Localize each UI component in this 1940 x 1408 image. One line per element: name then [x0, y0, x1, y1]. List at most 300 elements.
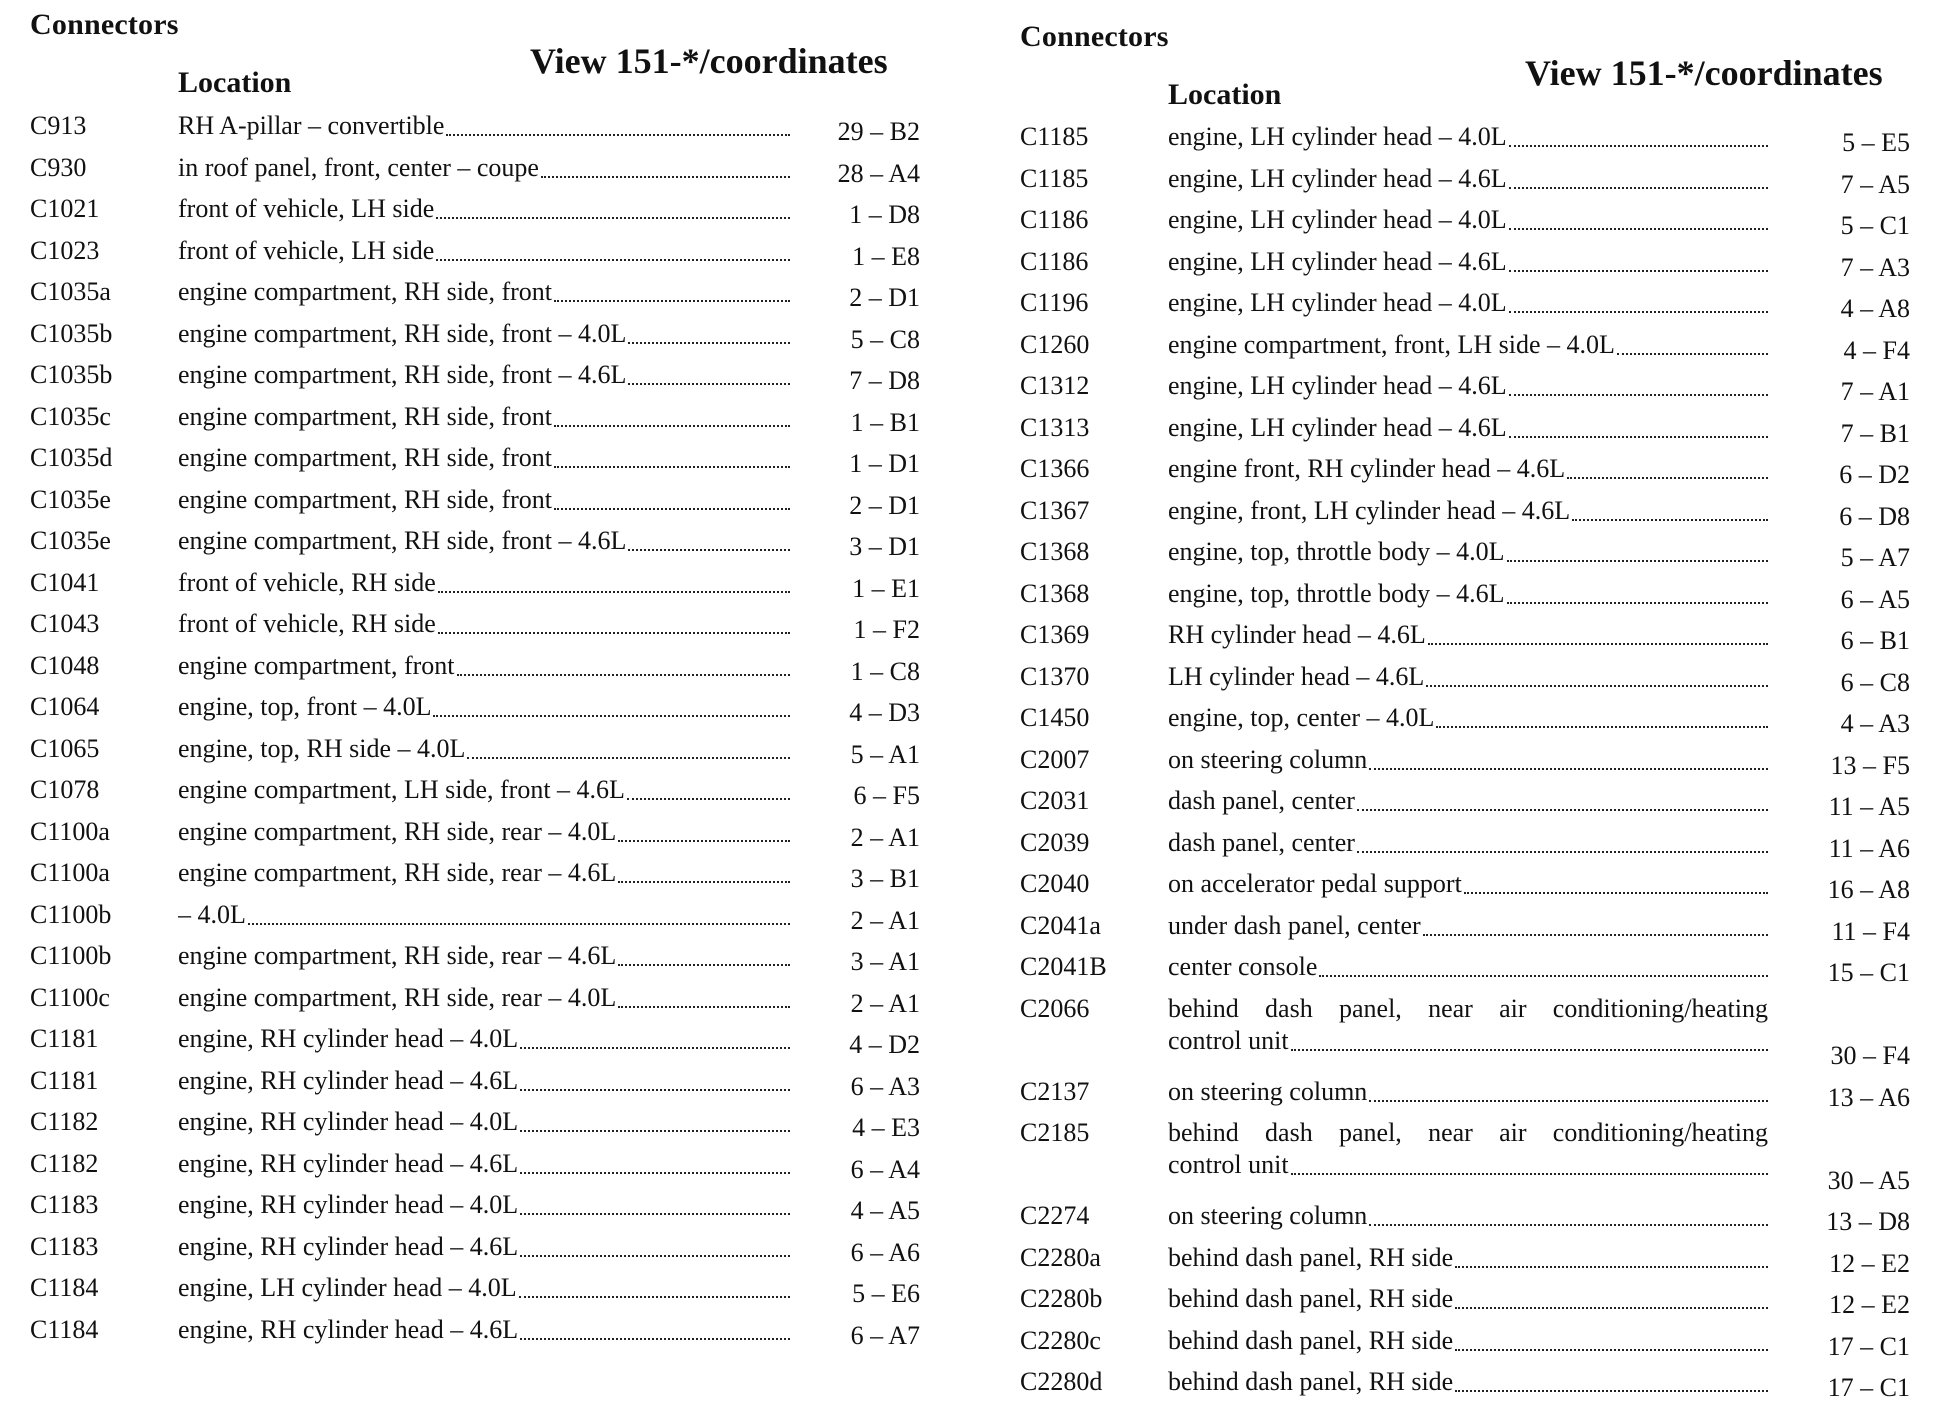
- dot-leader: [1509, 270, 1768, 272]
- location-text: engine compartment, RH side, front: [178, 401, 553, 431]
- dot-leader: [520, 1047, 790, 1049]
- connector-code: C1184: [30, 1314, 99, 1344]
- dot-leader: [1291, 1049, 1768, 1051]
- location-column-header: Location: [1168, 78, 1282, 111]
- table-row: [20, 774, 920, 816]
- table-row: [1010, 495, 1920, 537]
- location-continuation: [1168, 1025, 1768, 1057]
- view-coordinate: 4 – A8: [1840, 294, 1910, 323]
- dot-leader: [628, 383, 790, 385]
- connector-location: [1168, 1200, 1768, 1232]
- connector-code: C1041: [30, 567, 100, 597]
- connector-location: [1168, 868, 1768, 900]
- connector-location: [178, 733, 790, 765]
- connector-location: [1168, 661, 1768, 693]
- table-row: [20, 1314, 920, 1356]
- connector-location: [1168, 951, 1768, 983]
- location-text: engine, front, LH cylinder head – 4.6L: [1168, 495, 1571, 525]
- connector-location: [178, 235, 790, 267]
- connector-code: C1368: [1020, 537, 1090, 566]
- view-coordinate: 1 – C8: [850, 656, 920, 686]
- view-coordinate: 3 – D1: [849, 532, 920, 561]
- view-coordinate: 29 – B2: [837, 117, 920, 146]
- dot-leader: [1423, 934, 1768, 936]
- table-row: [20, 193, 920, 235]
- dot-leader: [627, 798, 790, 800]
- connector-code: C1182: [30, 1107, 99, 1136]
- table-row: [20, 691, 920, 733]
- dot-leader: [618, 840, 790, 842]
- connector-code: C2007: [1020, 744, 1090, 774]
- connector-location: [178, 567, 790, 599]
- location-text: engine front, RH cylinder head – 4.6L: [1168, 454, 1566, 483]
- location-text: engine compartment, RH side, front: [178, 484, 553, 514]
- connector-code: C1185: [1020, 163, 1089, 193]
- connector-code: C2280d: [1020, 1367, 1103, 1396]
- table-row: [1010, 370, 1920, 412]
- connectors-heading: Connectors: [30, 8, 179, 41]
- table-row: [1010, 1242, 1920, 1284]
- dot-leader: [1455, 1349, 1768, 1351]
- dot-leader: [1464, 892, 1768, 894]
- connector-code: C1035c: [30, 401, 111, 431]
- view-coordinate: 2 – D1: [849, 490, 920, 520]
- location-text: dash panel, center: [1168, 827, 1355, 857]
- connector-location: [1168, 1283, 1768, 1315]
- dot-leader: [1572, 519, 1768, 521]
- dot-leader: [1567, 477, 1768, 479]
- view-coordinate: 13 – A6: [1827, 1082, 1910, 1112]
- dot-leader: [436, 259, 790, 261]
- connector-code: C930: [30, 152, 87, 182]
- connector-location: [178, 1023, 790, 1055]
- location-text: engine, top, throttle body – 4.6L: [1168, 578, 1505, 608]
- view-coordinates-title: View 151-*/coordinates: [1525, 53, 1883, 93]
- view-coordinate: 7 – A3: [1840, 252, 1910, 282]
- view-coordinate: 16 – A8: [1827, 875, 1910, 904]
- table-row: [1010, 204, 1920, 246]
- connector-code: C2041B: [1020, 952, 1107, 981]
- connector-code: C2280c: [1020, 1325, 1101, 1355]
- connector-location: [1168, 785, 1768, 817]
- view-coordinate: 4 – A5: [850, 1196, 920, 1225]
- location-text: – 4.0L: [178, 899, 246, 929]
- location-text: engine, top, front – 4.0L: [178, 692, 432, 721]
- connector-code: C1035e: [30, 484, 111, 514]
- location-text: behind dash panel, RH side: [1168, 1325, 1454, 1355]
- location-text: front of vehicle, RH side: [178, 567, 436, 597]
- table-row: [20, 816, 920, 858]
- view-coordinate: 6 – D2: [1839, 460, 1910, 489]
- location-text: on steering column: [1168, 1076, 1368, 1106]
- location-text: engine, top, center – 4.0L: [1168, 703, 1435, 732]
- view-coordinate: 7 – A5: [1840, 169, 1910, 199]
- connector-code: C1078: [30, 775, 100, 804]
- view-coordinate: 5 – A1: [850, 739, 920, 769]
- connector-location: [178, 774, 790, 806]
- dot-leader: [554, 425, 790, 427]
- connector-code: C1368: [1020, 578, 1090, 608]
- view-coordinate: 2 – A1: [850, 988, 920, 1018]
- dot-leader: [248, 923, 790, 925]
- dot-leader: [1507, 560, 1768, 562]
- connector-code: C1183: [30, 1190, 99, 1219]
- location-text: engine, RH cylinder head – 4.6L: [178, 1231, 519, 1261]
- dot-leader: [554, 300, 790, 302]
- connector-location: [178, 1272, 790, 1304]
- connector-code: C2039: [1020, 827, 1090, 857]
- dot-leader: [1455, 1307, 1768, 1309]
- connectors-heading: Connectors: [1020, 20, 1169, 53]
- location-text: front of vehicle, RH side: [178, 609, 436, 638]
- connector-code: C1023: [30, 235, 100, 265]
- dot-leader: [1436, 726, 1768, 728]
- dot-leader: [520, 1089, 790, 1091]
- connector-code: C1196: [1020, 288, 1089, 317]
- connector-location: [1168, 1242, 1768, 1274]
- connector-code: C1100b: [30, 899, 112, 929]
- connector-location: [1168, 827, 1768, 859]
- table-row: [1010, 1117, 1920, 1200]
- table-row: [20, 359, 920, 401]
- dot-leader: [1617, 353, 1768, 355]
- location-text: engine, RH cylinder head – 4.6L: [178, 1065, 519, 1095]
- table-row: [20, 567, 920, 609]
- view-coordinate: 17 – C1: [1827, 1331, 1910, 1361]
- connector-location: [178, 857, 790, 889]
- connector-location: [1168, 702, 1768, 734]
- connector-table-left: [20, 110, 920, 1355]
- connector-code: C1186: [1020, 205, 1089, 234]
- connector-location: [1168, 453, 1768, 485]
- location-text: on steering column: [1168, 1201, 1368, 1230]
- dot-leader: [1357, 851, 1768, 853]
- connector-code: C1313: [1020, 412, 1090, 442]
- dot-leader: [1507, 602, 1768, 604]
- location-text: engine, RH cylinder head – 4.6L: [178, 1148, 519, 1178]
- dot-leader: [467, 757, 790, 759]
- table-row: [20, 1189, 920, 1231]
- location-text: engine compartment, RH side, front – 4.6L: [178, 526, 627, 555]
- connector-code: C1043: [30, 609, 100, 638]
- connector-location: [178, 359, 790, 391]
- connector-location: [178, 525, 790, 557]
- connector-code: C1186: [1020, 246, 1089, 276]
- view-coordinate: 2 – A1: [850, 905, 920, 935]
- view-coordinate: 17 – C1: [1827, 1373, 1910, 1402]
- view-coordinate: 7 – B1: [1840, 418, 1910, 448]
- location-text: engine compartment, RH side, front: [178, 277, 553, 306]
- connector-location: [1168, 204, 1768, 236]
- dot-leader: [1369, 768, 1768, 770]
- view-coordinate: 6 – F5: [853, 781, 920, 810]
- view-coordinate: 28 – A4: [837, 158, 920, 188]
- connector-location: [178, 1314, 790, 1346]
- location-text: engine compartment, RH side, front: [178, 443, 553, 472]
- connector-code: C1184: [30, 1273, 99, 1302]
- view-coordinate: 6 – A4: [850, 1154, 920, 1184]
- view-coordinate: 5 – E5: [1842, 128, 1910, 157]
- table-row: [1010, 163, 1920, 205]
- connector-code: C1035a: [30, 277, 111, 306]
- table-row: [20, 982, 920, 1024]
- view-coordinate: 1 – E1: [852, 573, 920, 603]
- connector-code: C1100a: [30, 816, 110, 846]
- connector-location: [1168, 287, 1768, 319]
- connector-location: [178, 899, 790, 931]
- connector-location: [1168, 370, 1768, 402]
- dot-leader: [1319, 975, 1768, 977]
- view-coordinate: 11 – F4: [1831, 916, 1910, 946]
- table-row: [1010, 827, 1920, 869]
- dot-leader: [519, 1296, 790, 1298]
- dot-leader: [618, 1006, 790, 1008]
- view-coordinate: 6 – A5: [1840, 584, 1910, 614]
- location-text: behind dash panel, RH side: [1168, 1284, 1454, 1313]
- connector-location: [178, 1189, 790, 1221]
- connector-code: C1064: [30, 692, 100, 721]
- connector-location: [178, 1231, 790, 1263]
- dot-leader: [554, 508, 790, 510]
- connector-location: [178, 152, 790, 184]
- location-continuation: [1168, 1149, 1768, 1181]
- table-row: [1010, 951, 1920, 993]
- table-row: [20, 650, 920, 692]
- location-text: engine, LH cylinder head – 4.0L: [178, 1273, 517, 1302]
- dot-leader: [520, 1338, 790, 1340]
- table-row: [20, 857, 920, 899]
- table-row: [20, 152, 920, 194]
- connector-code: C913: [30, 111, 87, 140]
- connector-location: [1168, 536, 1768, 568]
- connector-location: [178, 401, 790, 433]
- location-text: engine, LH cylinder head – 4.0L: [1168, 288, 1507, 317]
- connector-code: C2185: [1020, 1118, 1090, 1147]
- connector-location: [178, 608, 790, 640]
- connector-location: [178, 484, 790, 516]
- connector-table-right: [1010, 121, 1920, 1408]
- dot-leader: [1369, 1224, 1768, 1226]
- view-coordinate: 5 – C1: [1840, 211, 1910, 240]
- connector-code: C1065: [30, 733, 100, 763]
- location-text: engine compartment, front: [178, 650, 455, 680]
- location-text: engine, RH cylinder head – 4.0L: [178, 1190, 519, 1219]
- connector-location: [1168, 495, 1768, 527]
- connector-location: [178, 318, 790, 350]
- view-coordinate: 4 – D3: [849, 698, 920, 727]
- view-coordinate: 30 – A5: [1827, 1165, 1910, 1195]
- dot-leader: [1509, 311, 1768, 313]
- dot-leader: [628, 342, 790, 344]
- location-column-header: Location: [178, 66, 292, 99]
- table-row: [20, 1023, 920, 1065]
- view-coordinate: 6 – C8: [1840, 667, 1910, 697]
- view-coordinate: 2 – D1: [849, 283, 920, 312]
- table-row: [20, 1106, 920, 1148]
- connector-code: C1035e: [30, 526, 111, 555]
- connector-code: C1035b: [30, 360, 113, 389]
- connector-code: C2274: [1020, 1201, 1090, 1230]
- location-text: engine, LH cylinder head – 4.6L: [1168, 163, 1507, 193]
- location-text: engine compartment, LH side, front – 4.6L: [178, 775, 625, 804]
- table-row: [20, 110, 920, 152]
- connector-code: C2280b: [1020, 1284, 1103, 1313]
- location-text: behind dash panel, near air conditioning/heating: [1168, 993, 1768, 1023]
- connector-code: C2137: [1020, 1076, 1090, 1106]
- connector-code: C1370: [1020, 661, 1090, 691]
- connector-location: [1168, 1117, 1768, 1181]
- location-text: on steering column: [1168, 744, 1368, 774]
- table-row: [1010, 329, 1920, 371]
- connector-code: C1312: [1020, 371, 1090, 400]
- dot-leader: [618, 881, 790, 883]
- table-row: [20, 276, 920, 318]
- table-row: [1010, 412, 1920, 454]
- location-text: engine compartment, RH side, rear – 4.6L: [178, 941, 617, 970]
- view-coordinate: 1 – B1: [850, 407, 920, 437]
- connector-location: [1168, 121, 1768, 153]
- view-coordinate: 1 – D8: [849, 200, 920, 229]
- table-row: [1010, 785, 1920, 827]
- location-text: on accelerator pedal support: [1168, 869, 1462, 898]
- connector-code: C1369: [1020, 620, 1090, 649]
- view-coordinate: 4 – F4: [1843, 335, 1910, 365]
- location-text: engine, LH cylinder head – 4.6L: [1168, 412, 1507, 442]
- dot-leader: [446, 134, 790, 136]
- connector-location: [1168, 744, 1768, 776]
- view-coordinate: 11 – A5: [1828, 792, 1910, 821]
- dot-leader: [554, 466, 790, 468]
- view-coordinates-title: View 151-*/coordinates: [530, 41, 888, 81]
- view-coordinate: 3 – B1: [850, 864, 920, 893]
- table-row: [1010, 1076, 1920, 1118]
- connector-location: [178, 193, 790, 225]
- location-text-cont: control unit: [1168, 1025, 1289, 1055]
- table-row: [20, 442, 920, 484]
- connector-code: C2280a: [1020, 1242, 1101, 1272]
- table-row: [1010, 1325, 1920, 1367]
- table-row: [1010, 619, 1920, 661]
- dot-leader: [1509, 228, 1768, 230]
- connector-location: [1168, 578, 1768, 610]
- dot-leader: [520, 1130, 790, 1132]
- location-text: engine compartment, RH side, front – 4.6L: [178, 360, 627, 389]
- view-coordinate: 6 – D8: [1839, 501, 1910, 531]
- dot-leader: [520, 1172, 790, 1174]
- location-text: dash panel, center: [1168, 786, 1355, 815]
- dot-leader: [1509, 145, 1768, 147]
- location-text: engine, LH cylinder head – 4.6L: [1168, 246, 1507, 276]
- location-text: behind dash panel, near air conditioning/heating: [1168, 1118, 1768, 1147]
- table-row: [20, 235, 920, 277]
- view-coordinate: 30 – F4: [1830, 1041, 1910, 1070]
- connector-location: [1168, 163, 1768, 195]
- connector-location: [1168, 910, 1768, 942]
- connector-code: C1181: [30, 1065, 99, 1095]
- dot-leader: [628, 549, 790, 551]
- connector-code: C1100b: [30, 941, 112, 970]
- location-text: in roof panel, front, center – coupe: [178, 152, 539, 182]
- connector-code: C1035d: [30, 443, 113, 472]
- connector-location: [1168, 1076, 1768, 1108]
- connector-location: [178, 276, 790, 308]
- connector-location: [178, 650, 790, 682]
- table-row: [20, 899, 920, 941]
- table-row: [20, 733, 920, 775]
- view-coordinate: 1 – E8: [852, 241, 920, 271]
- connector-location: [178, 1148, 790, 1180]
- connector-code: C2031: [1020, 786, 1090, 815]
- location-text: behind dash panel, RH side: [1168, 1367, 1454, 1396]
- connector-code: C1366: [1020, 454, 1090, 483]
- table-row: [1010, 246, 1920, 288]
- location-text: engine, top, RH side – 4.0L: [178, 733, 466, 763]
- table-row: [1010, 121, 1920, 163]
- connector-code: C1182: [30, 1148, 99, 1178]
- view-coordinate: 6 – A7: [850, 1320, 920, 1350]
- view-coordinate: 6 – A6: [850, 1237, 920, 1267]
- table-row: [20, 608, 920, 650]
- location-text: engine, LH cylinder head – 4.0L: [1168, 122, 1507, 151]
- location-text: under dash panel, center: [1168, 910, 1421, 940]
- location-text: engine, RH cylinder head – 4.6L: [178, 1314, 519, 1344]
- location-text-cont: control unit: [1168, 1150, 1289, 1179]
- location-text: engine, RH cylinder head – 4.0L: [178, 1107, 519, 1136]
- location-text: front of vehicle, LH side: [178, 235, 435, 265]
- view-coordinate: 6 – B1: [1840, 626, 1910, 655]
- view-coordinate: 5 – C8: [850, 324, 920, 354]
- dot-leader: [520, 1255, 790, 1257]
- dot-leader: [438, 632, 790, 634]
- connector-location: [1168, 329, 1768, 361]
- connector-location: [178, 816, 790, 848]
- connector-code: C1100c: [30, 982, 110, 1012]
- connector-location: [178, 110, 790, 142]
- view-coordinate: 15 – C1: [1827, 958, 1910, 987]
- location-text: center console: [1168, 952, 1318, 981]
- dot-leader: [1357, 809, 1768, 811]
- connector-location: [1168, 993, 1768, 1057]
- connector-code: C2041a: [1020, 910, 1101, 940]
- view-coordinate: 4 – E3: [852, 1113, 920, 1142]
- connector-location: [1168, 1366, 1768, 1398]
- table-row: [20, 318, 920, 360]
- view-coordinate: 7 – D8: [849, 366, 920, 395]
- connector-code: C1035b: [30, 318, 113, 348]
- location-text: engine compartment, RH side, rear – 4.6L: [178, 858, 617, 887]
- dot-leader: [1369, 1100, 1768, 1102]
- connector-code: C1260: [1020, 329, 1090, 359]
- connector-code: C1183: [30, 1231, 99, 1261]
- table-row: [20, 484, 920, 526]
- table-row: [20, 940, 920, 982]
- dot-leader: [457, 674, 790, 676]
- view-coordinate: 6 – A3: [850, 1071, 920, 1101]
- connector-code: C1450: [1020, 703, 1090, 732]
- dot-leader: [1455, 1266, 1768, 1268]
- location-text: behind dash panel, RH side: [1168, 1242, 1454, 1272]
- connector-code: C2066: [1020, 993, 1090, 1023]
- dot-leader: [1426, 685, 1768, 687]
- view-coordinate: 1 – D1: [849, 449, 920, 478]
- table-row: [1010, 910, 1920, 952]
- location-text: engine, top, throttle body – 4.0L: [1168, 537, 1505, 566]
- connector-location: [178, 1106, 790, 1138]
- dot-leader: [1509, 187, 1768, 189]
- location-text: RH A-pillar – convertible: [178, 111, 445, 140]
- dot-leader: [433, 715, 790, 717]
- view-coordinate: 4 – A3: [1840, 709, 1910, 738]
